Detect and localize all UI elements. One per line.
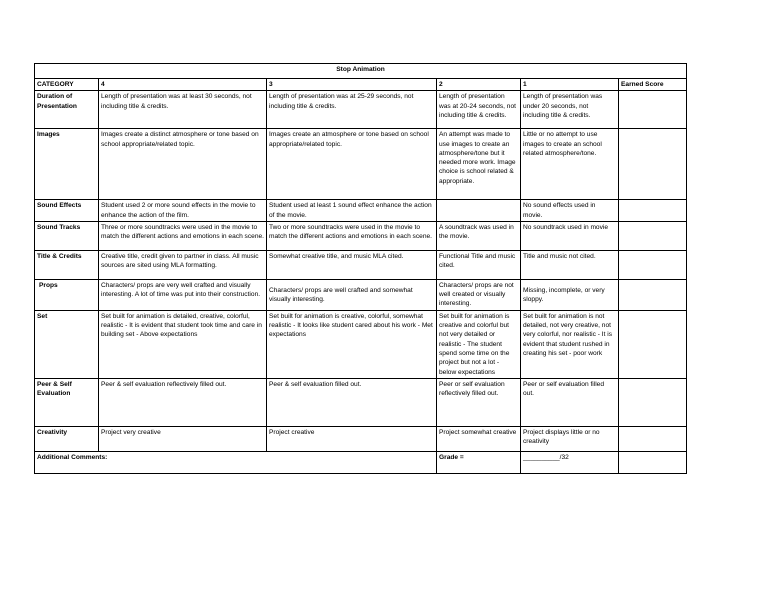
header-category: CATEGORY [35,79,99,91]
category-cell: Sound Effects [35,200,99,222]
header-score-4: 4 [99,79,267,91]
criteria-cell-1: Peer or self evaluation filled out. [521,378,619,426]
table-row [35,310,687,378]
table-row [35,250,687,279]
criteria-cell-3: Set built for animation is creative, colorful, somewhat realistic - It looks like student cared about his work - Met expectations [267,310,437,378]
table-row [35,378,687,426]
criteria-cell-1: No soundtrack used in movie [521,221,619,250]
criteria-cell-1: Set built for animation is not detailed, not very creative, not very colorful, nor realistic - It is evident that student rushed in creating his set - poor work [521,310,619,378]
criteria-cell-2: Functional Title and music cited. [437,250,521,279]
table-row [35,279,687,310]
additional-comments[interactable]: Additional Comments: [35,451,437,473]
title-row [35,64,687,79]
criteria-cell-1: Project displays little or no creativity [521,426,619,451]
criteria-cell-4: Characters/ props are very well crafted and visually interesting. A lot of time was put into their construction. [99,279,267,310]
header-row [35,79,687,91]
earned-score-cell[interactable] [619,250,687,279]
criteria-cell-4: Project very creative [99,426,267,451]
criteria-cell-4: Peer & self evaluation reflectively filled out. [99,378,267,426]
rubric-table [34,63,687,474]
criteria-cell-3: Project creative [267,426,437,451]
criteria-cell-1: Missing, incomplete, or very sloppy. [521,279,619,310]
category-cell: Sound Tracks [35,221,99,250]
criteria-cell-3: Student used at least 1 sound effect enhance the action of the movie. [267,200,437,222]
grade-label: Grade = [437,451,521,473]
criteria-cell-2: Length of presentation was at 20-24 seconds, not including title & credits. [437,91,521,129]
criteria-cell-3: Length of presentation was at 25-29 seconds, not including title & credits. [267,91,437,129]
criteria-cell-3: Characters/ props are well crafted and somewhat visually interesting. [267,279,437,310]
category-cell: Set [35,310,99,378]
criteria-cell-4: Length of presentation was at least 30 seconds, not including title & credits. [99,91,267,129]
criteria-cell-4: Student used 2 or more sound effects in the movie to enhance the action of the film. [99,200,267,222]
earned-score-cell[interactable] [619,200,687,222]
criteria-cell-2: Project somewhat creative [437,426,521,451]
category-cell: Duration of Presentation [35,91,99,129]
earned-score-cell[interactable] [619,426,687,451]
criteria-cell-3: Two or more soundtracks were used in the movie to match the different actions and emotions in each scene. [267,221,437,250]
criteria-cell-1: Title and music not cited. [521,250,619,279]
footer-row [35,451,687,473]
category-cell: Title & Credits [35,250,99,279]
criteria-cell-2 [437,200,521,222]
criteria-cell-1: Length of presentation was under 20 seconds, not including title & credits. [521,91,619,129]
table-row [35,91,687,129]
criteria-cell-2: A soundtrack was used in the movie. [437,221,521,250]
header-score-1: 1 [521,79,619,91]
criteria-cell-2: An attempt was made to use images to create an atmosphere/tone but it needed more work. Image choice is school related & appropriate. [437,129,521,200]
grade-blank-cell [619,451,687,473]
table-row [35,129,687,200]
header-score-3: 3 [267,79,437,91]
table-row [35,221,687,250]
table-row [35,426,687,451]
criteria-cell-4: Creative title, credit given to partner in class. All music sources are sited using MLA formatting. [99,250,267,279]
earned-score-cell[interactable] [619,310,687,378]
criteria-cell-3: Somewhat creative title, and music MLA cited. [267,250,437,279]
criteria-cell-2: Characters/ props are not well created or visually interesting. [437,279,521,310]
criteria-cell-1: No sound effects used in movie. [521,200,619,222]
criteria-cell-3: Peer & self evaluation filled out. [267,378,437,426]
table-row [35,200,687,222]
criteria-cell-4: Three or more soundtracks were used in the movie to match the different actions and emotions in each scene. [99,221,267,250]
header-score-2: 2 [437,79,521,91]
earned-score-cell[interactable] [619,129,687,200]
earned-score-cell[interactable] [619,221,687,250]
criteria-cell-1: Little or no attempt to use images to create an school related atmosphere/tone. [521,129,619,200]
criteria-cell-2: Set built for animation is creative and colorful but not very detailed or realistic - The student spend some time on the project but not a lot - below expectations [437,310,521,378]
category-cell: Peer & Self Evaluation [35,378,99,426]
category-cell: Images [35,129,99,200]
criteria-cell-4: Set built for animation is detailed, creative, colorful, realistic - It is evident that student took time and care in building set - Above expectations [99,310,267,378]
category-cell: Creativity [35,426,99,451]
criteria-cell-3: Images create an atmosphere or tone based on school appropriate/related topic. [267,129,437,200]
criteria-cell-4: Images create a distinct atmosphere or tone based on school appropriate/related topic. [99,129,267,200]
earned-score-cell[interactable] [619,279,687,310]
category-cell: Props [35,279,99,310]
earned-score-cell[interactable] [619,378,687,426]
criteria-cell-2: Peer or self evaluation reflectively filled out. [437,378,521,426]
earned-score-cell[interactable] [619,91,687,129]
rubric-title: Stop Animation [35,64,687,79]
grade-total: __________/32 [521,451,619,473]
header-earned-score: Earned Score [619,79,687,91]
